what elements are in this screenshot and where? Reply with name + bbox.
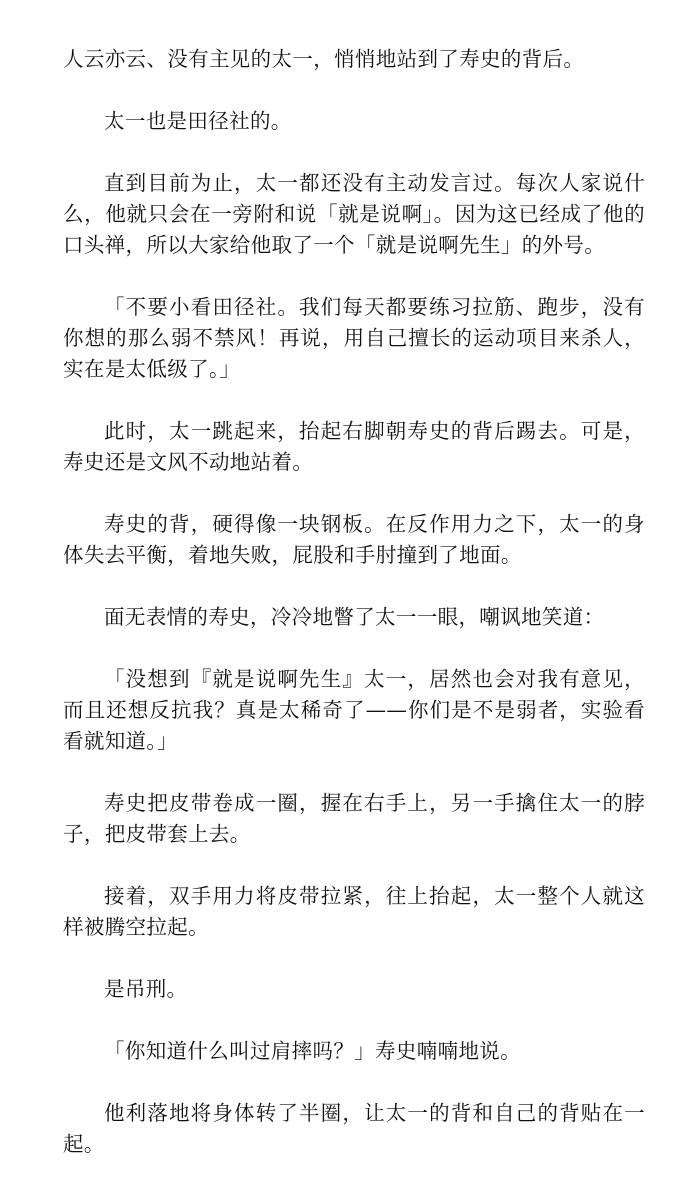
paragraph: 人云亦云、没有主见的太一，悄悄地站到了寿史的背后。 [63,47,585,71]
paragraph: 直到目前为止，太一都还没有主动发言过。每次人家说什么，他就只会在一旁附和说「就是说啊」。因为这已经成了他的口头禅，所以大家给他取了一个「就是说啊先生」的外号。 [63,171,645,257]
paragraph: 「不要小看田径社。我们每天都要练习拉筋、跑步，没有你想的那么弱不禁风！再说，用自己擅长的运动项目来杀人，实在是太低级了。」 [63,295,645,381]
paragraph: 「你知道什么叫过肩摔吗？」寿史喃喃地说。 [104,1039,521,1063]
document-page [63,44,645,1191]
paragraph: 「没想到『就是说啊先生』太一，居然也会对我有意见，而且还想反抗我？真是太稀奇了——你们是不是弱者，实验看看就知道。」 [63,667,645,753]
paragraph: 寿史的背，硬得像一块钢板。在反作用力之下，太一的身体失去平衡，着地失败，屁股和手肘撞到了地面。 [63,512,645,567]
paragraph: 寿史把皮带卷成一圈，握在右手上，另一手擒住太一的脖子，把皮带套上去。 [63,791,645,846]
paragraph: 太一也是田径社的。 [104,109,292,133]
paragraph: 是吊刑。 [104,977,188,1001]
paragraph: 面无表情的寿史，冷冷地瞥了太一一眼，嘲讽地笑道： [104,605,605,629]
paragraph: 他利落地将身体转了半圈，让太一的背和自己的背贴在一起。 [63,1101,645,1156]
paragraph: 此时，太一跳起来，抬起右脚朝寿史的背后踢去。可是，寿史还是文风不动地站着。 [63,419,645,474]
paragraph: 接着，双手用力将皮带拉紧，往上抬起，太一整个人就这样被腾空拉起。 [63,884,645,939]
